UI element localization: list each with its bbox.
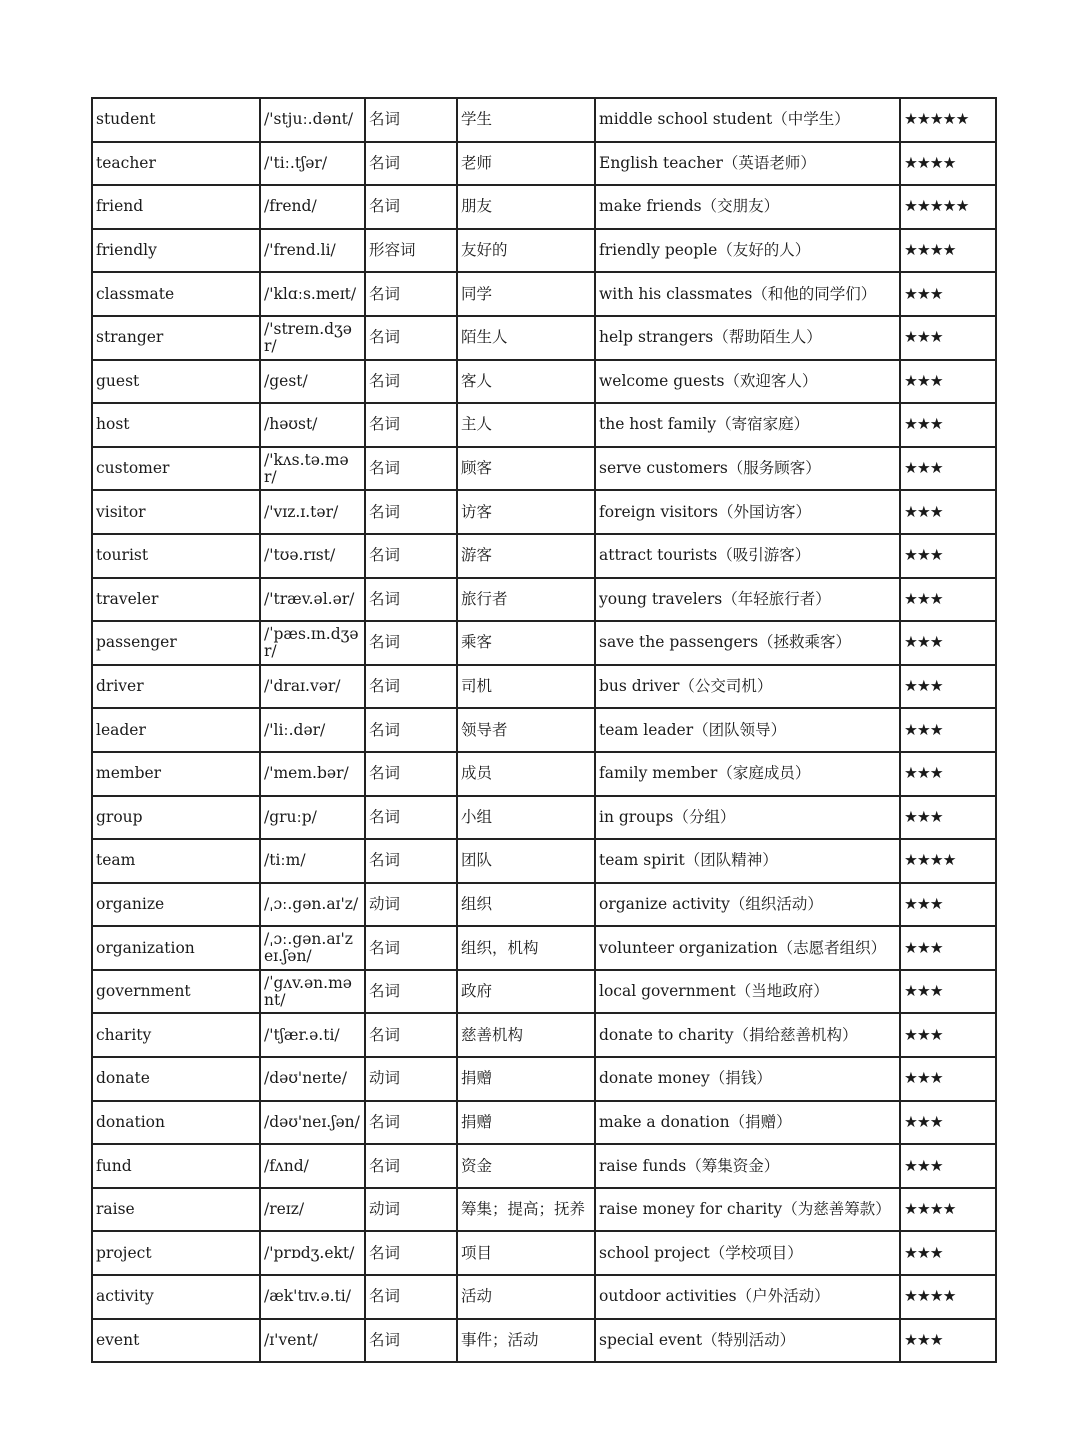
star-rating-cell: ★★★ (900, 578, 996, 622)
part-of-speech-cell: 名词 (365, 185, 457, 229)
star-rating-cell: ★★★ (900, 1057, 996, 1101)
phonetic-cell: /ˈpæs.ɪn.dʒər/ (260, 621, 365, 665)
star-rating-cell: ★★★ (900, 796, 996, 840)
word-cell: raise (92, 1188, 260, 1232)
table-row (92, 534, 996, 578)
word-cell: team (92, 839, 260, 883)
phonetic-cell: /həʊst/ (260, 403, 365, 447)
star-rating-cell: ★★★ (900, 708, 996, 752)
star-rating-cell: ★★★ (900, 883, 996, 927)
example-phrase-cell: English teacher（英语老师） (595, 142, 900, 186)
meaning-cell: 司机 (457, 665, 595, 709)
part-of-speech-cell: 名词 (365, 98, 457, 142)
table-row (92, 229, 996, 273)
example-phrase-cell: save the passengers（拯救乘客） (595, 621, 900, 665)
meaning-cell: 资金 (457, 1144, 595, 1188)
part-of-speech-cell: 动词 (365, 1057, 457, 1101)
phonetic-cell: /'mem.bər/ (260, 752, 365, 796)
meaning-cell: 小组 (457, 796, 595, 840)
meaning-cell: 慈善机构 (457, 1013, 595, 1057)
table-row (92, 665, 996, 709)
part-of-speech-cell: 名词 (365, 926, 457, 970)
table-row (92, 1275, 996, 1319)
meaning-cell: 项目 (457, 1231, 595, 1275)
part-of-speech-cell: 形容词 (365, 229, 457, 273)
example-phrase-cell: with his classmates（和他的同学们） (595, 272, 900, 316)
word-cell: organization (92, 926, 260, 970)
example-phrase-cell: donate to charity（捐给慈善机构） (595, 1013, 900, 1057)
word-cell: donation (92, 1101, 260, 1145)
part-of-speech-cell: 名词 (365, 1101, 457, 1145)
word-cell: customer (92, 447, 260, 491)
star-rating-cell: ★★★★ (900, 142, 996, 186)
phonetic-cell: /'klɑːs.meɪt/ (260, 272, 365, 316)
part-of-speech-cell: 名词 (365, 316, 457, 360)
star-rating-cell: ★★★ (900, 490, 996, 534)
word-cell: organize (92, 883, 260, 927)
part-of-speech-cell: 名词 (365, 1319, 457, 1363)
meaning-cell: 成员 (457, 752, 595, 796)
phonetic-cell: /dəʊ'neɪte/ (260, 1057, 365, 1101)
example-phrase-cell: young travelers（年轻旅行者） (595, 578, 900, 622)
phonetic-cell: /fʌnd/ (260, 1144, 365, 1188)
meaning-cell: 捐赠 (457, 1057, 595, 1101)
word-cell: group (92, 796, 260, 840)
part-of-speech-cell: 名词 (365, 142, 457, 186)
part-of-speech-cell: 名词 (365, 665, 457, 709)
phonetic-cell: /æk'tɪv.ə.ti/ (260, 1275, 365, 1319)
word-cell: passenger (92, 621, 260, 665)
part-of-speech-cell: 动词 (365, 1188, 457, 1232)
part-of-speech-cell: 动词 (365, 883, 457, 927)
phonetic-cell: /'vɪz.ɪ.tər/ (260, 490, 365, 534)
phonetic-cell: /ˌɔː.gən.aɪ'z/ (260, 883, 365, 927)
table-row (92, 142, 996, 186)
example-phrase-cell: raise funds（筹集资金） (595, 1144, 900, 1188)
word-cell: charity (92, 1013, 260, 1057)
table-row (92, 185, 996, 229)
phonetic-cell: /gest/ (260, 360, 365, 404)
part-of-speech-cell: 名词 (365, 490, 457, 534)
part-of-speech-cell: 名词 (365, 534, 457, 578)
star-rating-cell: ★★★★ (900, 1188, 996, 1232)
word-cell: activity (92, 1275, 260, 1319)
example-phrase-cell: team spirit（团队精神） (595, 839, 900, 883)
word-cell: member (92, 752, 260, 796)
meaning-cell: 领导者 (457, 708, 595, 752)
part-of-speech-cell: 名词 (365, 796, 457, 840)
phonetic-cell: /'liː.dər/ (260, 708, 365, 752)
example-phrase-cell: outdoor activities（户外活动） (595, 1275, 900, 1319)
phonetic-cell: /'tʃær.ə.ti/ (260, 1013, 365, 1057)
star-rating-cell: ★★★★ (900, 1275, 996, 1319)
star-rating-cell: ★★★ (900, 403, 996, 447)
meaning-cell: 乘客 (457, 621, 595, 665)
star-rating-cell: ★★★ (900, 447, 996, 491)
word-cell: visitor (92, 490, 260, 534)
phonetic-cell: /'tiː.tʃər/ (260, 142, 365, 186)
part-of-speech-cell: 名词 (365, 272, 457, 316)
phonetic-cell: /tiːm/ (260, 839, 365, 883)
meaning-cell: 老师 (457, 142, 595, 186)
table-row (92, 1188, 996, 1232)
table-row (92, 272, 996, 316)
meaning-cell: 捐赠 (457, 1101, 595, 1145)
part-of-speech-cell: 名词 (365, 621, 457, 665)
table-row (92, 316, 996, 360)
example-phrase-cell: special event（特别活动） (595, 1319, 900, 1363)
star-rating-cell: ★★★ (900, 1144, 996, 1188)
part-of-speech-cell: 名词 (365, 1275, 457, 1319)
part-of-speech-cell: 名词 (365, 1144, 457, 1188)
meaning-cell: 主人 (457, 403, 595, 447)
meaning-cell: 筹集；提高；抚养 (457, 1188, 595, 1232)
part-of-speech-cell: 名词 (365, 1231, 457, 1275)
meaning-cell: 组织，机构 (457, 926, 595, 970)
vocabulary-table (91, 97, 997, 1363)
meaning-cell: 陌生人 (457, 316, 595, 360)
example-phrase-cell: help strangers（帮助陌生人） (595, 316, 900, 360)
table-row (92, 447, 996, 491)
meaning-cell: 友好的 (457, 229, 595, 273)
meaning-cell: 同学 (457, 272, 595, 316)
part-of-speech-cell: 名词 (365, 578, 457, 622)
star-rating-cell: ★★★ (900, 1231, 996, 1275)
star-rating-cell: ★★★ (900, 926, 996, 970)
meaning-cell: 游客 (457, 534, 595, 578)
phonetic-cell: /dəʊ'neɪ.ʃən/ (260, 1101, 365, 1145)
phonetic-cell: /'frend.li/ (260, 229, 365, 273)
table-row (92, 1013, 996, 1057)
word-cell: teacher (92, 142, 260, 186)
table-row (92, 883, 996, 927)
word-cell: classmate (92, 272, 260, 316)
part-of-speech-cell: 名词 (365, 360, 457, 404)
word-cell: guest (92, 360, 260, 404)
meaning-cell: 客人 (457, 360, 595, 404)
example-phrase-cell: make a donation（捐赠） (595, 1101, 900, 1145)
star-rating-cell: ★★★ (900, 970, 996, 1014)
phonetic-cell: /reɪz/ (260, 1188, 365, 1232)
star-rating-cell: ★★★★ (900, 229, 996, 273)
example-phrase-cell: team leader（团队领导） (595, 708, 900, 752)
star-rating-cell: ★★★ (900, 1101, 996, 1145)
star-rating-cell: ★★★ (900, 665, 996, 709)
star-rating-cell: ★★★ (900, 1013, 996, 1057)
part-of-speech-cell: 名词 (365, 447, 457, 491)
meaning-cell: 活动 (457, 1275, 595, 1319)
table-row (92, 839, 996, 883)
word-cell: friendly (92, 229, 260, 273)
table-row (92, 360, 996, 404)
example-phrase-cell: friendly people（友好的人） (595, 229, 900, 273)
star-rating-cell: ★★★ (900, 534, 996, 578)
word-cell: driver (92, 665, 260, 709)
part-of-speech-cell: 名词 (365, 752, 457, 796)
example-phrase-cell: in groups（分组） (595, 796, 900, 840)
phonetic-cell: /frend/ (260, 185, 365, 229)
meaning-cell: 政府 (457, 970, 595, 1014)
example-phrase-cell: foreign visitors（外国访客） (595, 490, 900, 534)
table-row (92, 796, 996, 840)
phonetic-cell: /'kʌs.tə.mər/ (260, 447, 365, 491)
star-rating-cell: ★★★★★ (900, 185, 996, 229)
star-rating-cell: ★★★ (900, 1319, 996, 1363)
word-cell: host (92, 403, 260, 447)
example-phrase-cell: bus driver（公交司机） (595, 665, 900, 709)
phonetic-cell: /ɪ'vent/ (260, 1319, 365, 1363)
vocabulary-table-body (92, 98, 996, 1362)
example-phrase-cell: attract tourists（吸引游客） (595, 534, 900, 578)
phonetic-cell: /'træv.əl.ər/ (260, 578, 365, 622)
table-row (92, 1101, 996, 1145)
part-of-speech-cell: 名词 (365, 839, 457, 883)
table-row (92, 1057, 996, 1101)
table-row (92, 98, 996, 142)
example-phrase-cell: donate money（捐钱） (595, 1057, 900, 1101)
meaning-cell: 访客 (457, 490, 595, 534)
word-cell: traveler (92, 578, 260, 622)
word-cell: event (92, 1319, 260, 1363)
meaning-cell: 事件；活动 (457, 1319, 595, 1363)
example-phrase-cell: organize activity（组织活动） (595, 883, 900, 927)
example-phrase-cell: local government（当地政府） (595, 970, 900, 1014)
meaning-cell: 组织 (457, 883, 595, 927)
meaning-cell: 团队 (457, 839, 595, 883)
phonetic-cell: /'prɒdʒ.ekt/ (260, 1231, 365, 1275)
word-cell: fund (92, 1144, 260, 1188)
meaning-cell: 朋友 (457, 185, 595, 229)
word-cell: project (92, 1231, 260, 1275)
table-row (92, 708, 996, 752)
star-rating-cell: ★★★ (900, 621, 996, 665)
meaning-cell: 顾客 (457, 447, 595, 491)
table-row (92, 1231, 996, 1275)
phonetic-cell: /gruːp/ (260, 796, 365, 840)
phonetic-cell: /'draɪ.vər/ (260, 665, 365, 709)
star-rating-cell: ★★★ (900, 752, 996, 796)
table-row (92, 1319, 996, 1363)
phonetic-cell: /'stjuː.dənt/ (260, 98, 365, 142)
word-cell: tourist (92, 534, 260, 578)
word-cell: student (92, 98, 260, 142)
star-rating-cell: ★★★ (900, 272, 996, 316)
table-row (92, 403, 996, 447)
word-cell: friend (92, 185, 260, 229)
table-row (92, 926, 996, 970)
word-cell: leader (92, 708, 260, 752)
example-phrase-cell: middle school student（中学生） (595, 98, 900, 142)
star-rating-cell: ★★★★ (900, 839, 996, 883)
star-rating-cell: ★★★ (900, 316, 996, 360)
example-phrase-cell: serve customers（服务顾客） (595, 447, 900, 491)
example-phrase-cell: family member（家庭成员） (595, 752, 900, 796)
word-cell: stranger (92, 316, 260, 360)
table-row (92, 1144, 996, 1188)
phonetic-cell: /ˌɔː.gən.aɪ'zeɪ.ʃən/ (260, 926, 365, 970)
part-of-speech-cell: 名词 (365, 970, 457, 1014)
phonetic-cell: /'tʊə.rɪst/ (260, 534, 365, 578)
part-of-speech-cell: 名词 (365, 708, 457, 752)
example-phrase-cell: make friends（交朋友） (595, 185, 900, 229)
example-phrase-cell: welcome guests（欢迎客人） (595, 360, 900, 404)
example-phrase-cell: volunteer organization（志愿者组织） (595, 926, 900, 970)
phonetic-cell: /ˈgʌv.ən.mənt/ (260, 970, 365, 1014)
meaning-cell: 旅行者 (457, 578, 595, 622)
example-phrase-cell: raise money for charity（为慈善筹款） (595, 1188, 900, 1232)
table-row (92, 752, 996, 796)
example-phrase-cell: the host family（寄宿家庭） (595, 403, 900, 447)
star-rating-cell: ★★★ (900, 360, 996, 404)
word-cell: donate (92, 1057, 260, 1101)
part-of-speech-cell: 名词 (365, 403, 457, 447)
star-rating-cell: ★★★★★ (900, 98, 996, 142)
table-row (92, 621, 996, 665)
table-row (92, 970, 996, 1014)
phonetic-cell: /'streɪn.dʒər/ (260, 316, 365, 360)
example-phrase-cell: school project（学校项目） (595, 1231, 900, 1275)
word-cell: government (92, 970, 260, 1014)
meaning-cell: 学生 (457, 98, 595, 142)
table-row (92, 490, 996, 534)
part-of-speech-cell: 名词 (365, 1013, 457, 1057)
table-row (92, 578, 996, 622)
